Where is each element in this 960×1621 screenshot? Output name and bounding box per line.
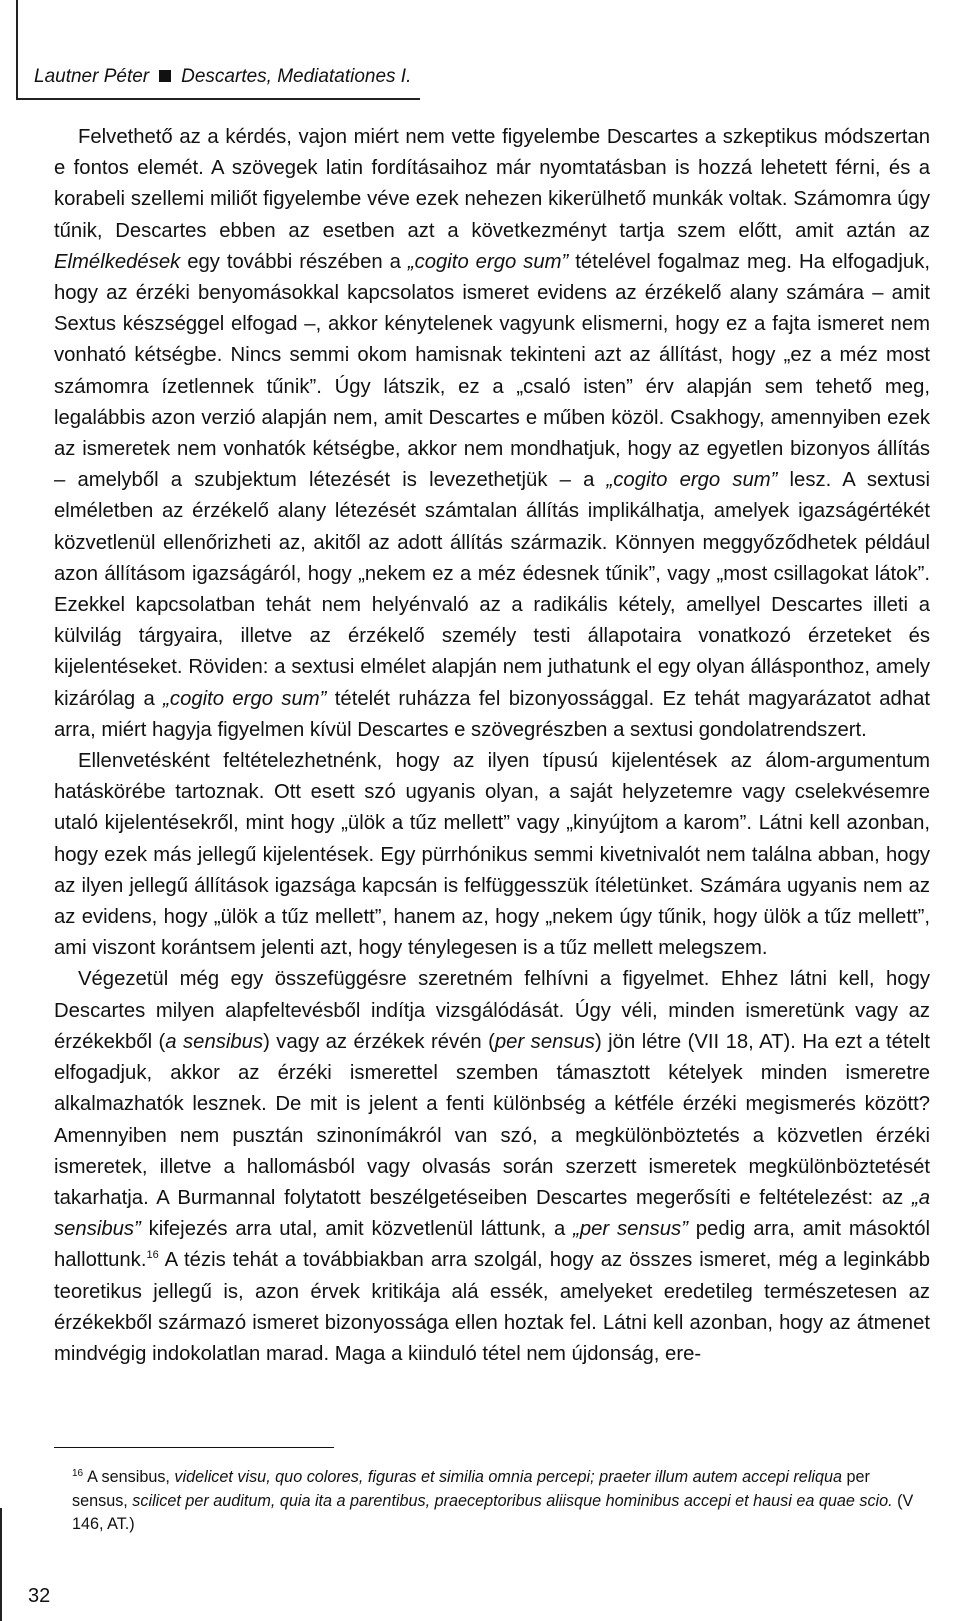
text-run: per sensus, [72, 1468, 870, 1510]
italic-text: scilicet per auditum, quia ita a parentibus, praeceptoribus aliisque hominibus accepi et hausi ea quae scio. [132, 1491, 893, 1510]
italic-text: videlicet visu, quo colores, figuras et similia omnia percepi; praeter illum autem accepi reliqua [174, 1468, 843, 1486]
footer-frame-left-rule [0, 1508, 2, 1621]
text-run: (V 146, AT.) [72, 1491, 914, 1533]
text-run: tételével fogalmaz meg. Ha elfogadjuk, hogy az érzéki benyomásokkal kapcsolatos ismeret evidens az érzékelő alany számára – amit Sextus készséggel elfogad –, akkor kénytelenek vagyunk elismerni, hogy ez a fajta ismeret nem vonható kétségbe. Nincs semmi okom hamisnak tekinteni azt az állítást, hogy „ez a méz most számomra ízetlennek tűnik”. Úgy látszik, ez a „csaló isten” érv alapján sem tehető meg, legalábbis azon verzió alapján nem, amit Descartes e műben közöl. Csakhogy, amennyiben ezek az ismeretek nem vonhatók kétségbe, akkor nem mondhatjuk, hogy az egyetlen bizonyos állítás – amelyből a szubjektum létezését is levezethetjük – a [54, 250, 930, 492]
italic-text: a sensibus [165, 1030, 264, 1053]
text-run: Végezetül még egy összefüggésre szeretném felhívni a figyelmet. Ehhez látni kell, hogy Descartes milyen alapfeltevésből indítja vizsgálódását. Úgy véli, minden ismeretünk vagy az érzékekből ( [54, 968, 930, 1053]
text-run: Ellenvetésként feltételezhetnénk, hogy az ilyen típusú kijelentések az álom-argumentum hatáskörébe tartoznak. Ott esett szó ugyanis olyan, a saját helyzetemre vagy cselekvésemre utaló kijelentésekről, mint hogy „ülök a tűz mellett” vagy „kinyújtom a karom”. Látni kell azonban, hogy ezek más jellegű kijelentések. Egy pürrhónikus semmi kivetnivalót nem találna abban, hogy az ilyen jellegű állítások igazsága kapcsán is felfüggesszük ítéletünket. Számára ugyanis nem az az evidens, hogy „ülök a tűz mellett”, hanem az, hogy „nekem úgy tűnik, hogy ülök a tűz mellett”, ami viszont korántsem jelenti azt, hogy ténylegesen is a tűz mellett melegszem. [54, 750, 930, 960]
body-text [54, 122, 930, 1370]
text-run: egy további részében a [180, 250, 408, 273]
text-run: A sensibus, [87, 1468, 175, 1486]
italic-text: „a sensibus” [54, 1186, 930, 1241]
page-number: 32 [28, 1585, 51, 1607]
text-run: pedig arra, amit másoktól hallottunk. [54, 1218, 931, 1272]
running-head-title: Descartes, Mediatationes I. [181, 66, 412, 87]
footnote-reference: 16 [146, 1249, 159, 1262]
italic-text: „cogito ergo sum” [163, 687, 327, 710]
running-head-author: Lautner Péter [34, 66, 150, 87]
italic-text: per sensus [494, 1030, 595, 1053]
footnote-separator [54, 1447, 334, 1448]
text-run: ) vagy az érzékek révén ( [263, 1030, 495, 1053]
text-run: tételét ruházza fel bizonyossággal. Ez tehát magyarázatot adhat arra, miért hagyja figyelmen kívül Descartes e szövegrészben a sextusi gondolatrendszert. [54, 687, 930, 741]
header-frame-bottom-rule [16, 98, 420, 100]
paragraph [54, 964, 930, 1370]
italic-text: „cogito ergo sum” [407, 250, 569, 273]
text-run: lesz. A sextusi elméletben az érzékelő alany létezését számtalan állítás implikálhatja, amelyek igazságértékét közvetlenül ellenőrizheti az, akitől az adott állítás származik. Könnyen meggyőződhetek például azon állításom igazságáról, hogy „nekem ez a méz édesnek tűnik”, vagy „most csillagokat látok”. Ezekkel kapcsolatban tehát nem helyénvaló az a radikális kétely, amellyel Descartes illeti a külvilág tárgyaira, illetve az érzékelő személy testi állapotaira vonatkozó érzeteket és kijelentéseket. Röviden: a sextusi elmélet alapján nem juthatunk el egy olyan állásponthoz, amely kizárólag a [54, 469, 930, 710]
italic-text: „cogito ergo sum” [606, 469, 778, 492]
footnote-number: 16 [72, 1468, 84, 1479]
paragraph [54, 746, 930, 964]
text-run: A tézis tehát a továbbiakban arra szolgál, hogy az összes ismeret, még a leginkább teoretikus jellegű is, azon érvek kritikája alá essék, amelyeket eredetileg természetesen az érzékekből származó ismeret bizonyossága ellen hoztak fel. Látni kell azonban, hogy az átmenet mindvégig indokolatlan marad. Maga a kiinduló tétel nem újdonság, ere- [54, 1249, 930, 1365]
running-head [34, 66, 411, 88]
text-run: Felvethető az a kérdés, vajon miért nem vette figyelembe Descartes a szkeptikus módszertan e fontos elemét. A szövegek latin fordításaihoz már nyomtatásban is hozzá lehetett férni, és a korabeli szellemi miliőt figyelembe véve ezek nehezen kikerülhető munkák voltak. Számomra úgy tűnik, Descartes ebben az esetben azt a következményt tartja szem előtt, amit aztán az [54, 126, 930, 242]
text-run: ) jön létre (VII 18, AT). Ha ezt a tételt elfogadjuk, akkor az érzéki ismerettel szemben támasztott kételyek minden ismeretre alkalmazhatók lesznek. De mit is jelent a fenti különbség a kétféle érzéki megismerés között? Amennyiben nem pusztán szinonímákról van szó, a megkülönböztetés a közvetlen érzéki ismeretek, illetve a hallomásból vagy olvasás során szerzett ismeretek megkülönböztetését takarhatja. A Burmannal folytatott beszélgetéseiben Descartes megerősíti e feltételezést: az [54, 1030, 931, 1209]
header-frame-left-rule [16, 0, 18, 100]
italic-text: „per sensus” [573, 1218, 688, 1241]
text-run: kifejezés arra utal, amit közvetlenül láttunk, a [140, 1218, 574, 1241]
paragraph [54, 122, 930, 746]
square-bullet-icon [159, 70, 171, 82]
footnote [72, 1462, 930, 1537]
italic-text: Elmélkedések [54, 250, 181, 273]
